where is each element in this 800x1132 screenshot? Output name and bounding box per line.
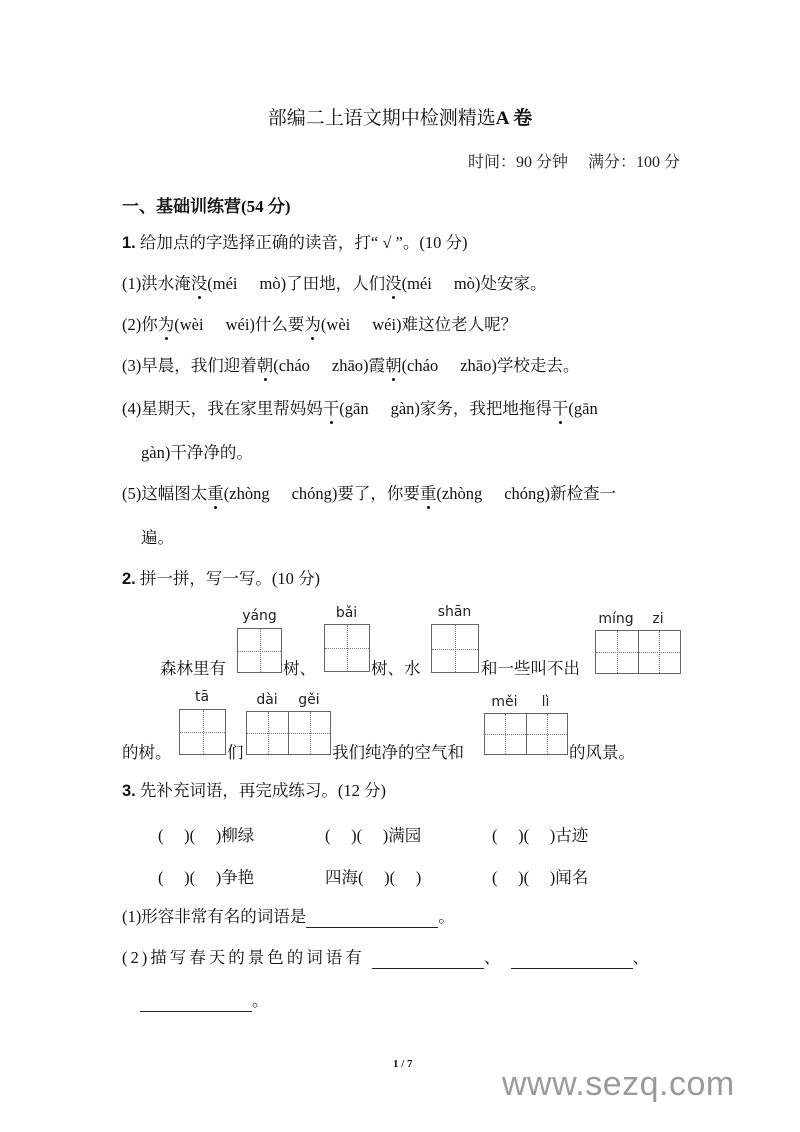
sub-question-text: (2)描写春天的景色的词语有 xyxy=(122,948,365,967)
dotted-char: 没 xyxy=(385,274,402,293)
pinyin-option[interactable]: (méi xyxy=(207,274,238,293)
pinyin-option[interactable]: chóng) xyxy=(291,484,338,503)
question-number: 3. xyxy=(122,782,136,800)
q2-text: 的风景。 xyxy=(569,743,635,762)
punctuation: 。 xyxy=(252,991,269,1010)
item-text: (4)星期天，我在家里帮妈妈 xyxy=(122,399,323,418)
q2-text: 的树。 xyxy=(122,743,172,762)
pinyin-option[interactable]: (zhòng xyxy=(436,484,483,503)
section-heading: 一、基础训练营(54 分) xyxy=(122,197,291,216)
pinyin-option[interactable]: gàn) xyxy=(390,399,420,418)
pinyin-label: míng xyxy=(598,611,634,627)
idiom-blank[interactable]: ( )( )柳绿 xyxy=(158,826,255,845)
question-2-prompt xyxy=(122,568,320,590)
pinyin-label: tā xyxy=(194,689,210,705)
title-text: 部编二上语文期中检测精选 xyxy=(267,108,496,129)
pinyin-option[interactable]: zhāo) xyxy=(460,356,497,375)
pinyin-label: gěi xyxy=(298,692,320,708)
item-text: 家务，我把地拖得 xyxy=(419,399,552,418)
exam-meta xyxy=(468,149,680,172)
q1-item-4 xyxy=(122,398,598,420)
item-text: 了田地，人们 xyxy=(286,274,386,293)
item-text: (3)早晨，我们迎着 xyxy=(122,356,257,375)
page-title xyxy=(0,103,800,130)
pinyin-option[interactable]: mò) xyxy=(453,274,481,293)
pinyin-label: yáng xyxy=(242,608,277,624)
pinyin-option[interactable]: (wèi xyxy=(320,315,351,334)
answer-blank[interactable] xyxy=(511,950,633,969)
question-number: 2. xyxy=(122,570,136,588)
dotted-char: 为 xyxy=(157,315,175,334)
title-suffix: A 卷 xyxy=(495,108,533,129)
dotted-char: 没 xyxy=(190,274,208,293)
pinyin-option[interactable]: (cháo xyxy=(273,356,310,375)
idiom-blank[interactable]: ( )( )满园 xyxy=(325,826,422,845)
pinyin-option[interactable]: (gān xyxy=(339,399,369,418)
pinyin-label: lì xyxy=(541,694,550,710)
item-text: 什么要 xyxy=(254,315,305,334)
q3-sub-1 xyxy=(122,906,455,928)
writing-grid-box[interactable] xyxy=(246,711,331,755)
question-3-prompt xyxy=(122,780,386,802)
item-text: (1)洪水淹 xyxy=(122,274,191,293)
item-text: 遍。 xyxy=(141,528,174,547)
punctuation: 、 xyxy=(483,948,504,967)
item-text: 学校走去。 xyxy=(496,356,580,375)
pinyin-label: shān xyxy=(437,604,472,620)
q2-text: 们 xyxy=(227,743,244,762)
item-text: 处安家。 xyxy=(480,274,547,293)
q3-sub-2 xyxy=(122,947,652,969)
dotted-char: 为 xyxy=(304,315,321,334)
answer-blank[interactable] xyxy=(140,993,252,1012)
q1-item-3 xyxy=(122,355,579,377)
item-text: 新检查一 xyxy=(550,484,617,503)
dotted-char: 干 xyxy=(322,399,340,418)
q2-text: 和一些叫不出 xyxy=(481,659,580,678)
pinyin-label: bǎi xyxy=(335,605,358,621)
q2-text: 树、 xyxy=(283,659,316,678)
writing-grid-box[interactable] xyxy=(431,624,479,673)
punctuation: 。 xyxy=(438,907,455,926)
dotted-char: 重 xyxy=(207,484,224,503)
q1-item-5 xyxy=(122,483,616,505)
q2-text: 森林里有 xyxy=(160,659,226,678)
question-number: 1. xyxy=(122,234,136,252)
writing-grid-box[interactable] xyxy=(237,628,282,673)
q1-item-4-cont xyxy=(141,442,253,464)
dotted-char: 朝 xyxy=(256,356,274,375)
pinyin-option[interactable]: (gān xyxy=(568,399,598,418)
q1-item-1 xyxy=(122,273,546,295)
dotted-char: 朝 xyxy=(385,356,402,375)
punctuation: 、 xyxy=(632,948,652,967)
score-label: 满分：100 分 xyxy=(587,154,680,171)
q1-item-2 xyxy=(122,314,517,336)
idiom-blank[interactable]: ( )( )闻名 xyxy=(492,868,589,887)
item-text: (5)这幅图太 xyxy=(122,484,208,503)
pinyin-label: měi xyxy=(491,694,518,710)
pinyin-option[interactable]: mò) xyxy=(259,274,287,293)
question-text: 拼一拼，写一写。(10 分) xyxy=(139,569,321,588)
pinyin-option[interactable]: (wèi xyxy=(174,315,204,334)
pinyin-label: zi xyxy=(652,611,664,627)
item-text: (2)你 xyxy=(122,315,158,334)
pinyin-option[interactable]: chóng) xyxy=(504,484,551,503)
q1-item-5-cont xyxy=(141,527,174,549)
idiom-blank[interactable]: ( )( )古迹 xyxy=(492,826,589,845)
answer-blank[interactable] xyxy=(306,909,438,928)
pinyin-label: dài xyxy=(256,692,278,708)
writing-grid-box[interactable] xyxy=(595,630,681,674)
q3-sub-2-cont xyxy=(140,990,269,1012)
answer-blank[interactable] xyxy=(372,950,484,969)
item-text: 难这位老人呢？ xyxy=(401,315,518,334)
sub-question-text: (1)形容非常有名的词语是 xyxy=(122,907,307,926)
pinyin-option[interactable]: (méi xyxy=(401,274,432,293)
writing-grid-box[interactable] xyxy=(324,624,370,672)
watermark: www.sezq.com xyxy=(502,1065,735,1103)
dotted-char: 重 xyxy=(419,484,437,503)
idiom-blank[interactable]: 四海( )( ) xyxy=(325,868,422,887)
writing-grid-box[interactable] xyxy=(179,709,226,755)
item-text: 要了，你要 xyxy=(337,484,420,503)
item-text: 霞 xyxy=(368,356,386,375)
time-label: 时间：90 分钟 xyxy=(467,154,568,171)
page-number: 1 / 7 xyxy=(393,1058,413,1070)
pinyin-option[interactable]: (cháo xyxy=(401,356,439,375)
q2-text: 树、水 xyxy=(371,659,421,678)
pinyin-option[interactable]: zhāo) xyxy=(331,356,369,375)
q2-text: 我们纯净的空气和 xyxy=(332,743,464,762)
pinyin-option[interactable]: (zhòng xyxy=(223,484,270,503)
idiom-blank[interactable]: ( )( )争艳 xyxy=(158,868,255,887)
question-text: 先补充词语，再完成练习。(12 分) xyxy=(139,781,387,800)
pinyin-option[interactable]: wéi) xyxy=(372,315,402,334)
writing-grid-box[interactable] xyxy=(484,713,568,755)
question-1-prompt xyxy=(122,232,467,254)
item-text: gàn)干净净的。 xyxy=(141,443,253,462)
question-text: 给加点的字选择正确的读音，打“ √ ”。(10 分) xyxy=(139,233,468,252)
pinyin-option[interactable]: wéi) xyxy=(225,315,255,334)
dotted-char: 干 xyxy=(551,399,569,418)
